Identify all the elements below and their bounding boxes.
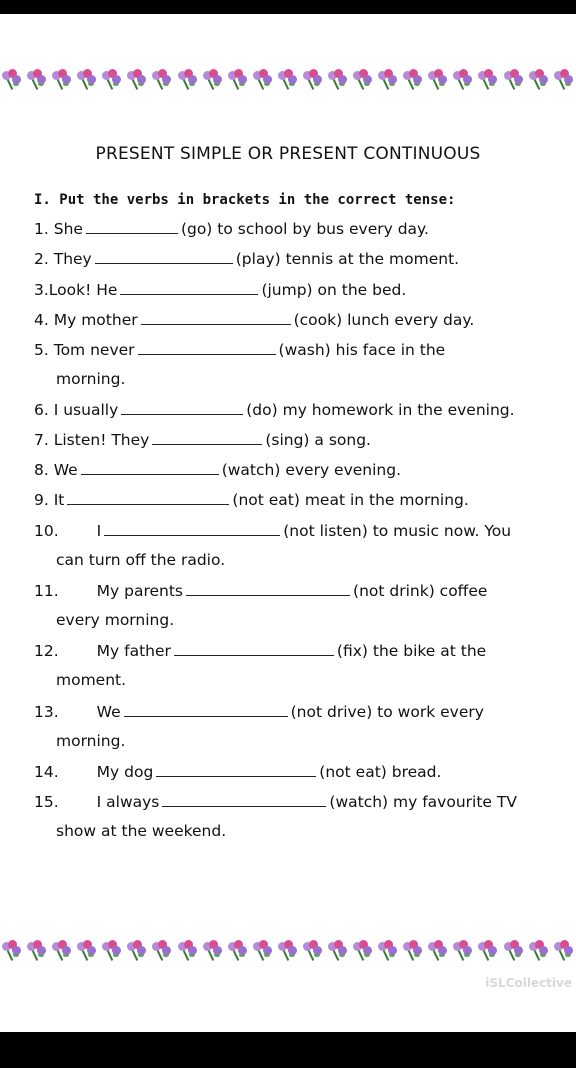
answer-blank-8[interactable] bbox=[81, 460, 219, 475]
flower-icon bbox=[2, 940, 22, 962]
flower-icon bbox=[403, 69, 423, 91]
exercise-item-12-cont: moment. bbox=[56, 671, 127, 689]
answer-blank-1[interactable] bbox=[86, 219, 178, 234]
flower-border-top bbox=[0, 69, 576, 95]
exercise-item-15-cont: show at the weekend. bbox=[56, 822, 227, 840]
flower-icon bbox=[278, 69, 298, 91]
flower-icon bbox=[378, 69, 398, 91]
flower-icon bbox=[152, 940, 172, 962]
exercise-item-1: 1. She (go) to school by bus every day. bbox=[34, 220, 429, 238]
flower-icon bbox=[303, 69, 323, 91]
answer-blank-7[interactable] bbox=[152, 430, 262, 445]
flower-icon bbox=[27, 940, 47, 962]
flower-icon bbox=[102, 69, 122, 91]
answer-blank-10[interactable] bbox=[104, 521, 280, 536]
answer-blank-11[interactable] bbox=[186, 581, 350, 596]
exercise-item-11: 11. My parents (not drink) coffee bbox=[34, 582, 488, 600]
flower-icon bbox=[353, 940, 373, 962]
flower-icon bbox=[328, 940, 348, 962]
flower-icon bbox=[353, 69, 373, 91]
instruction: I. Put the verbs in brackets in the correct tense: bbox=[34, 192, 456, 208]
answer-blank-9[interactable] bbox=[67, 490, 229, 505]
flower-icon bbox=[453, 940, 473, 962]
exercise-item-13: 13. We (not drive) to work every bbox=[34, 703, 484, 721]
exercise-item-12: 12. My father (fix) the bike at the bbox=[34, 642, 487, 660]
flower-icon bbox=[127, 940, 147, 962]
exercise-item-15: 15. I always (watch) my favourite TV bbox=[34, 793, 517, 811]
flower-icon bbox=[328, 69, 348, 91]
flower-icon bbox=[127, 69, 147, 91]
flower-icon bbox=[378, 940, 398, 962]
flower-icon bbox=[27, 69, 47, 91]
flower-icon bbox=[504, 69, 524, 91]
flower-icon bbox=[152, 69, 172, 91]
watermark: iSLCollective bbox=[485, 976, 572, 990]
answer-blank-15[interactable] bbox=[162, 792, 326, 807]
exercise-item-11-cont: every morning. bbox=[56, 611, 175, 629]
flower-icon bbox=[52, 940, 72, 962]
worksheet-title: PRESENT SIMPLE OR PRESENT CONTINUOUS bbox=[95, 144, 481, 164]
flower-icon bbox=[504, 940, 524, 962]
flower-icon bbox=[253, 69, 273, 91]
flower-icon bbox=[403, 940, 423, 962]
exercise-item-13-cont: morning. bbox=[56, 732, 126, 750]
flower-icon bbox=[303, 940, 323, 962]
exercise-item-5: 5. Tom never (wash) his face in the bbox=[34, 341, 446, 359]
flower-icon bbox=[2, 69, 22, 91]
exercise-item-2: 2. They (play) tennis at the moment. bbox=[34, 250, 460, 268]
exercise-item-4: 4. My mother (cook) lunch every day. bbox=[34, 311, 475, 329]
exercise-item-9: 9. It (not eat) meat in the morning. bbox=[34, 491, 469, 509]
flower-icon bbox=[102, 940, 122, 962]
flower-icon bbox=[278, 940, 298, 962]
flower-icon bbox=[478, 69, 498, 91]
exercise-item-8: 8. We (watch) every evening. bbox=[34, 461, 402, 479]
flower-icon bbox=[428, 940, 448, 962]
flower-icon bbox=[77, 69, 97, 91]
flower-icon bbox=[554, 69, 574, 91]
answer-blank-6[interactable] bbox=[121, 400, 243, 415]
flower-icon bbox=[453, 69, 473, 91]
flower-icon bbox=[529, 940, 549, 962]
flower-icon bbox=[77, 940, 97, 962]
exercise-item-14: 14. My dog (not eat) bread. bbox=[34, 763, 442, 781]
flower-icon bbox=[529, 69, 549, 91]
answer-blank-5[interactable] bbox=[138, 340, 276, 355]
flower-icon bbox=[178, 69, 198, 91]
exercise-item-6: 6. I usually (do) my homework in the evening. bbox=[34, 401, 515, 419]
flower-border-bottom bbox=[0, 940, 576, 966]
exercise-item-10: 10. I (not listen) to music now. You bbox=[34, 522, 512, 540]
flower-icon bbox=[52, 69, 72, 91]
answer-blank-14[interactable] bbox=[156, 762, 316, 777]
exercise-item-5-cont: morning. bbox=[56, 370, 126, 388]
answer-blank-13[interactable] bbox=[124, 702, 288, 717]
answer-blank-3[interactable] bbox=[120, 280, 258, 295]
flower-icon bbox=[203, 69, 223, 91]
flower-icon bbox=[228, 69, 248, 91]
answer-blank-4[interactable] bbox=[141, 310, 291, 325]
exercise-item-3: 3.Look! He (jump) on the bed. bbox=[34, 281, 407, 299]
flower-icon bbox=[554, 940, 574, 962]
flower-icon bbox=[478, 940, 498, 962]
flower-icon bbox=[228, 940, 248, 962]
flower-icon bbox=[253, 940, 273, 962]
answer-blank-12[interactable] bbox=[174, 641, 334, 656]
answer-blank-2[interactable] bbox=[95, 249, 233, 264]
flower-icon bbox=[178, 940, 198, 962]
exercise-item-7: 7. Listen! They (sing) a song. bbox=[34, 431, 371, 449]
exercise-item-10-cont: can turn off the radio. bbox=[56, 551, 226, 569]
flower-icon bbox=[203, 940, 223, 962]
flower-icon bbox=[428, 69, 448, 91]
